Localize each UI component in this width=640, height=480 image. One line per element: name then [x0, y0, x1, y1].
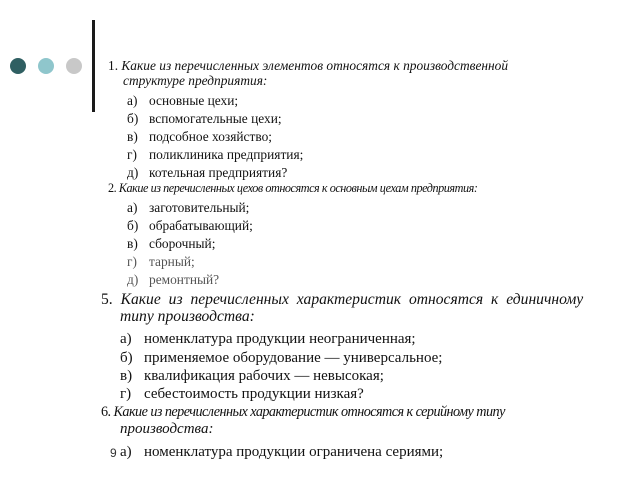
- page-number: 9: [110, 446, 117, 460]
- question-1: [108, 58, 558, 88]
- question-6-line-2: производства:: [120, 420, 214, 437]
- option-2c: в) сборочный;: [127, 236, 216, 251]
- option-2a: а) заготовительный;: [127, 200, 250, 215]
- option-5c: в) квалификация рабочих — невысокая;: [120, 368, 384, 384]
- vertical-divider: [92, 20, 95, 112]
- option-5b: б) применяемое оборудование — универсальное;: [120, 350, 443, 366]
- question-6-line-1: 6. Какие из перечисленных характеристик относятся к серийному типу: [101, 404, 505, 420]
- question-1-line-2: структуре предприятия:: [123, 73, 268, 88]
- option-2e: д) ремонтный?: [127, 272, 220, 287]
- question-5-line-1: 5. Какие из перечисленных характеристик относятся к единичному: [101, 291, 584, 308]
- question-5: [101, 291, 584, 326]
- option-1e: д) котельная предприятия?: [127, 165, 288, 180]
- question-5-line-2: типу производства:: [120, 308, 255, 326]
- question-1-line-1: 1. Какие из перечисленных элементов относятся к производственной: [108, 58, 509, 73]
- option-6a: а) номенклатура продукции ограничена сериями;: [120, 444, 444, 460]
- option-1a: а) основные цехи;: [127, 93, 239, 108]
- option-5a: а) номенклатура продукции неограниченная;: [120, 331, 416, 347]
- bullet-dot-gray: [66, 58, 82, 74]
- option-1c: в) подсобное хозяйство;: [127, 129, 272, 144]
- option-2d: г) тарный;: [127, 254, 195, 269]
- question-6: [101, 405, 581, 438]
- option-1b: б) вспомогательные цехи;: [127, 111, 282, 126]
- question-2: 2. Какие из перечисленных цехов относятся к основным цехам предприятия:: [108, 181, 478, 195]
- option-1d: г) поликлиника предприятия;: [127, 147, 304, 162]
- bullet-dot-dark: [10, 58, 26, 74]
- option-5d: г) себестоимость продукции низкая?: [120, 386, 364, 402]
- bullet-dot-light: [38, 58, 54, 74]
- option-2b: б) обрабатывающий;: [127, 218, 253, 233]
